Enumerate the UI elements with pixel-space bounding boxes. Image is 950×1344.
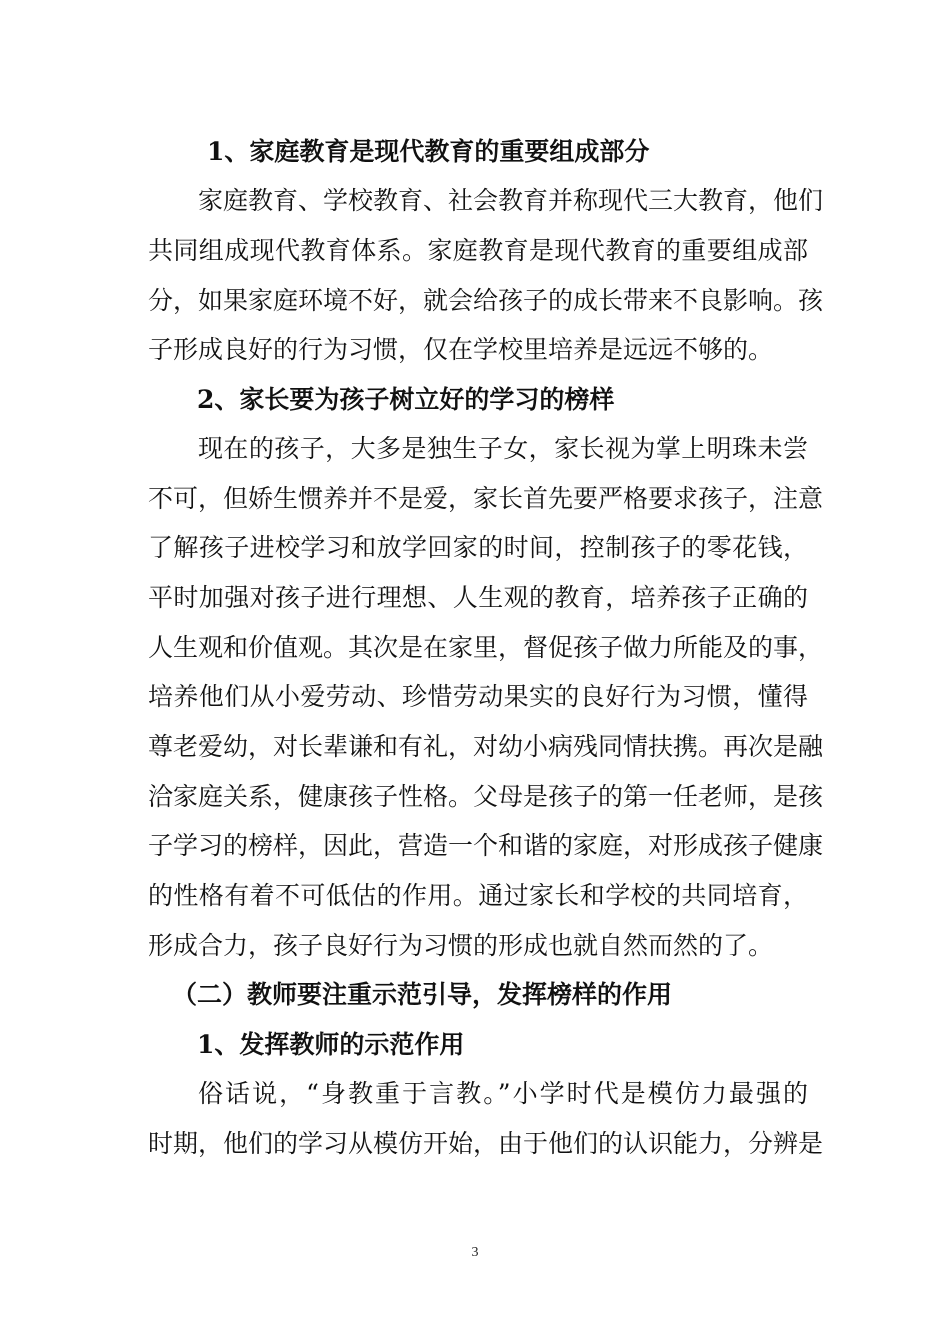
paragraph-line: 尊老爱幼，对长辈谦和有礼，对幼小病残同情扶携。再次是融 [148,732,824,761]
paragraph-line: 平时加强对孩子进行理想、人生观的教育，培养孩子正确的 [148,583,808,612]
paragraph-line: 洽家庭关系，健康孩子性格。父母是孩子的第一任老师，是孩 [148,782,824,811]
paragraph-line: 家庭教育、学校教育、社会教育并称现代三大教育，他们 [198,186,824,215]
paragraph-line: 不可，但娇生惯养并不是爱，家长首先要严格要求孩子，注意 [148,484,824,513]
paragraph-line: 俗话说，“身教重于言教。”小学时代是模仿力最强的 [198,1079,808,1108]
section-heading-teacher-guidance: （二）教师要注重示范引导，发挥榜样的作用 [172,980,673,1009]
paragraph-line: 形成合力，孩子良好行为习惯的形成也就自然而然的了。 [148,931,774,960]
paragraph-line: 的性格有着不可低估的作用。通过家长和学校的共同培育， [148,881,808,910]
paragraph-line: 现在的孩子，大多是独生子女，家长视为掌上明珠未尝 [198,434,808,463]
paragraph-line: 子形成良好的行为习惯，仅在学校里培养是远远不够的。 [148,335,774,364]
page-number: 3 [471,1245,479,1260]
section-heading-family-education: 1、家庭教育是现代教育的重要组成部分 [207,137,650,166]
section-heading-parent-role-model: 2、家长要为孩子树立好的学习的榜样 [197,385,615,414]
paragraph-line: 培养他们从小爱劳动、珍惜劳动果实的良好行为习惯，懂得 [148,682,808,711]
paragraph-line: 子学习的榜样，因此，营造一个和谐的家庭，对形成孩子健康 [148,831,824,860]
paragraph-line: 了解孩子进校学习和放学回家的时间，控制孩子的零花钱， [148,533,808,562]
paragraph-line: 分，如果家庭环境不好，就会给孩子的成长带来不良影响。孩 [148,286,824,315]
section-heading-teacher-example: 1、发挥教师的示范作用 [197,1030,465,1059]
paragraph-line: 人生观和价值观。其次是在家里，督促孩子做力所能及的事， [148,633,824,662]
paragraph-line: 共同组成现代教育体系。家庭教育是现代教育的重要组成部 [148,236,808,265]
paragraph-line: 时期，他们的学习从模仿开始，由于他们的认识能力，分辨是 [148,1129,824,1158]
